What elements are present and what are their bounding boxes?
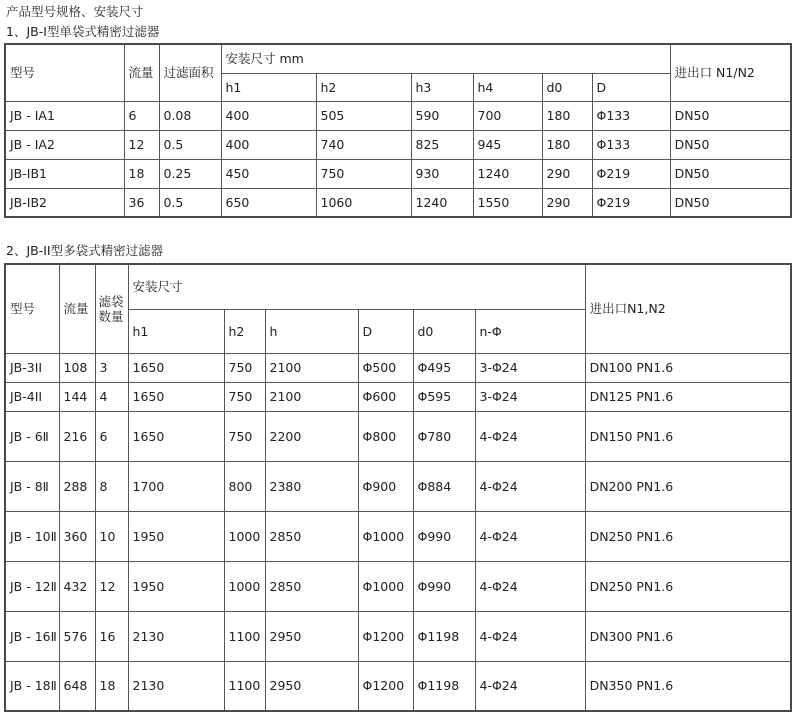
header-bag-count: 滤袋数量 xyxy=(95,264,128,353)
cell-flow: 6 xyxy=(124,101,159,130)
cell-model: JB - IA1 xyxy=(5,101,124,130)
cell-h: 2950 xyxy=(265,661,358,711)
header-D: D xyxy=(592,73,670,101)
cell-h1: 1650 xyxy=(128,353,224,382)
cell-d0: Φ780 xyxy=(413,411,475,461)
table2-header-row-1 xyxy=(5,264,791,309)
cell-inlet: DN250 PN1.6 xyxy=(585,561,791,611)
cell-h4: 1240 xyxy=(473,159,542,188)
cell-D: Φ133 xyxy=(592,130,670,159)
table-row xyxy=(5,353,791,382)
table-row xyxy=(5,461,791,511)
cell-flow: 576 xyxy=(59,611,95,661)
header-n-phi: n-Φ xyxy=(475,309,585,353)
cell-model: JB - IA2 xyxy=(5,130,124,159)
cell-h4: 945 xyxy=(473,130,542,159)
cell-bags: 18 xyxy=(95,661,128,711)
cell-h: 2100 xyxy=(265,353,358,382)
cell-area: 0.25 xyxy=(159,159,221,188)
header-d0: d0 xyxy=(413,309,475,353)
cell-h1: 1650 xyxy=(128,411,224,461)
cell-h4: 700 xyxy=(473,101,542,130)
cell-d0: Φ595 xyxy=(413,382,475,411)
table-row xyxy=(5,561,791,611)
cell-flow: 12 xyxy=(124,130,159,159)
cell-h1: 650 xyxy=(221,188,316,217)
cell-model: JB - 12Ⅱ xyxy=(5,561,59,611)
cell-h2: 505 xyxy=(316,101,411,130)
header-h1: h1 xyxy=(221,73,316,101)
cell-d0: 180 xyxy=(542,101,592,130)
header-filter-area: 过滤面积 xyxy=(159,44,221,101)
cell-h: 2850 xyxy=(265,561,358,611)
cell-h1: 1950 xyxy=(128,561,224,611)
cell-h: 2950 xyxy=(265,611,358,661)
table-row xyxy=(5,188,791,217)
cell-bags: 10 xyxy=(95,511,128,561)
cell-inlet: DN50 xyxy=(670,130,791,159)
cell-h4: 1550 xyxy=(473,188,542,217)
cell-h: 2380 xyxy=(265,461,358,511)
header-model: 型号 xyxy=(5,44,124,101)
cell-h1: 1950 xyxy=(128,511,224,561)
header-model: 型号 xyxy=(5,264,59,353)
cell-n-phi: 4-Φ24 xyxy=(475,461,585,511)
cell-area: 0.08 xyxy=(159,101,221,130)
cell-h: 2200 xyxy=(265,411,358,461)
cell-inlet: DN50 xyxy=(670,101,791,130)
cell-inlet: DN300 PN1.6 xyxy=(585,611,791,661)
cell-D: Φ133 xyxy=(592,101,670,130)
cell-h3: 825 xyxy=(411,130,473,159)
header-h2: h2 xyxy=(224,309,265,353)
cell-h1: 1650 xyxy=(128,382,224,411)
table-row xyxy=(5,611,791,661)
cell-inlet: DN150 PN1.6 xyxy=(585,411,791,461)
cell-inlet: DN100 PN1.6 xyxy=(585,353,791,382)
cell-h2: 750 xyxy=(316,159,411,188)
cell-h: 2100 xyxy=(265,382,358,411)
header-h4: h4 xyxy=(473,73,542,101)
cell-D: Φ1000 xyxy=(358,511,413,561)
cell-h1: 2130 xyxy=(128,611,224,661)
cell-flow: 36 xyxy=(124,188,159,217)
cell-h3: 1240 xyxy=(411,188,473,217)
table-row xyxy=(5,382,791,411)
cell-n-phi: 4-Φ24 xyxy=(475,661,585,711)
cell-h2: 1100 xyxy=(224,661,265,711)
header-inlet-outlet: 进出口N1,N2 xyxy=(585,264,791,353)
cell-model: JB-IB2 xyxy=(5,188,124,217)
cell-h2: 1100 xyxy=(224,611,265,661)
cell-D: Φ900 xyxy=(358,461,413,511)
cell-h2: 750 xyxy=(224,353,265,382)
table1-jb-i-specs xyxy=(4,43,792,218)
cell-flow: 216 xyxy=(59,411,95,461)
cell-model: JB - 6Ⅱ xyxy=(5,411,59,461)
cell-bags: 6 xyxy=(95,411,128,461)
cell-d0: Φ990 xyxy=(413,561,475,611)
cell-bags: 8 xyxy=(95,461,128,511)
cell-model: JB - 8Ⅱ xyxy=(5,461,59,511)
cell-model: JB-3II xyxy=(5,353,59,382)
cell-n-phi: 4-Φ24 xyxy=(475,411,585,461)
header-h1: h1 xyxy=(128,309,224,353)
cell-inlet: DN50 xyxy=(670,188,791,217)
header-install-size: 安装尺寸 xyxy=(128,264,585,309)
cell-h: 2850 xyxy=(265,511,358,561)
cell-n-phi: 4-Φ24 xyxy=(475,611,585,661)
cell-model: JB - 16Ⅱ xyxy=(5,611,59,661)
cell-h1: 2130 xyxy=(128,661,224,711)
cell-h2: 800 xyxy=(224,461,265,511)
header-h2: h2 xyxy=(316,73,411,101)
cell-D: Φ1000 xyxy=(358,561,413,611)
cell-D: Φ219 xyxy=(592,188,670,217)
page-title: 产品型号规格、安装尺寸 xyxy=(6,4,144,19)
header-d0: d0 xyxy=(542,73,592,101)
table-row xyxy=(5,130,791,159)
cell-flow: 288 xyxy=(59,461,95,511)
table2-caption: 2、JB-II型多袋式精密过滤器 xyxy=(6,243,164,258)
cell-d0: Φ495 xyxy=(413,353,475,382)
cell-inlet: DN250 PN1.6 xyxy=(585,511,791,561)
cell-inlet: DN125 PN1.6 xyxy=(585,382,791,411)
cell-D: Φ500 xyxy=(358,353,413,382)
header-flow: 流量 xyxy=(59,264,95,353)
cell-inlet: DN350 PN1.6 xyxy=(585,661,791,711)
cell-flow: 108 xyxy=(59,353,95,382)
cell-d0: Φ990 xyxy=(413,511,475,561)
cell-d0: 290 xyxy=(542,188,592,217)
table-row xyxy=(5,411,791,461)
cell-bags: 16 xyxy=(95,611,128,661)
table1-header-row-1 xyxy=(5,44,791,73)
cell-n-phi: 4-Φ24 xyxy=(475,561,585,611)
header-install-size: 安装尺寸 mm xyxy=(221,44,670,73)
table-row xyxy=(5,511,791,561)
cell-model: JB - 18Ⅱ xyxy=(5,661,59,711)
cell-n-phi: 4-Φ24 xyxy=(475,511,585,561)
cell-d0: Φ884 xyxy=(413,461,475,511)
header-h3: h3 xyxy=(411,73,473,101)
cell-d0: 180 xyxy=(542,130,592,159)
cell-D: Φ1200 xyxy=(358,611,413,661)
cell-area: 0.5 xyxy=(159,188,221,217)
cell-h1: 450 xyxy=(221,159,316,188)
cell-h3: 590 xyxy=(411,101,473,130)
cell-bags: 3 xyxy=(95,353,128,382)
table-row xyxy=(5,159,791,188)
cell-d0: 290 xyxy=(542,159,592,188)
cell-inlet: DN50 xyxy=(670,159,791,188)
header-h: h xyxy=(265,309,358,353)
cell-h2: 1000 xyxy=(224,561,265,611)
table1-caption: 1、JB-I型单袋式精密过滤器 xyxy=(6,24,160,39)
cell-h2: 740 xyxy=(316,130,411,159)
header-D: D xyxy=(358,309,413,353)
cell-model: JB - 10Ⅱ xyxy=(5,511,59,561)
table2-jb-ii-specs xyxy=(4,263,792,712)
cell-flow: 18 xyxy=(124,159,159,188)
cell-h2: 1060 xyxy=(316,188,411,217)
cell-h2: 750 xyxy=(224,411,265,461)
cell-flow: 360 xyxy=(59,511,95,561)
cell-model: JB-4II xyxy=(5,382,59,411)
cell-h1: 1700 xyxy=(128,461,224,511)
cell-h2: 1000 xyxy=(224,511,265,561)
cell-D: Φ800 xyxy=(358,411,413,461)
cell-h1: 400 xyxy=(221,130,316,159)
header-flow: 流量 xyxy=(124,44,159,101)
table-row xyxy=(5,661,791,711)
cell-d0: Φ1198 xyxy=(413,661,475,711)
cell-D: Φ219 xyxy=(592,159,670,188)
table-row xyxy=(5,101,791,130)
cell-bags: 12 xyxy=(95,561,128,611)
cell-n-phi: 3-Φ24 xyxy=(475,353,585,382)
cell-bags: 4 xyxy=(95,382,128,411)
cell-model: JB-IB1 xyxy=(5,159,124,188)
cell-area: 0.5 xyxy=(159,130,221,159)
cell-D: Φ600 xyxy=(358,382,413,411)
cell-flow: 144 xyxy=(59,382,95,411)
cell-n-phi: 3-Φ24 xyxy=(475,382,585,411)
header-inlet-outlet: 进出口 N1/N2 xyxy=(670,44,791,101)
cell-h2: 750 xyxy=(224,382,265,411)
cell-D: Φ1200 xyxy=(358,661,413,711)
cell-h1: 400 xyxy=(221,101,316,130)
cell-d0: Φ1198 xyxy=(413,611,475,661)
cell-flow: 432 xyxy=(59,561,95,611)
cell-flow: 648 xyxy=(59,661,95,711)
cell-h3: 930 xyxy=(411,159,473,188)
cell-inlet: DN200 PN1.6 xyxy=(585,461,791,511)
